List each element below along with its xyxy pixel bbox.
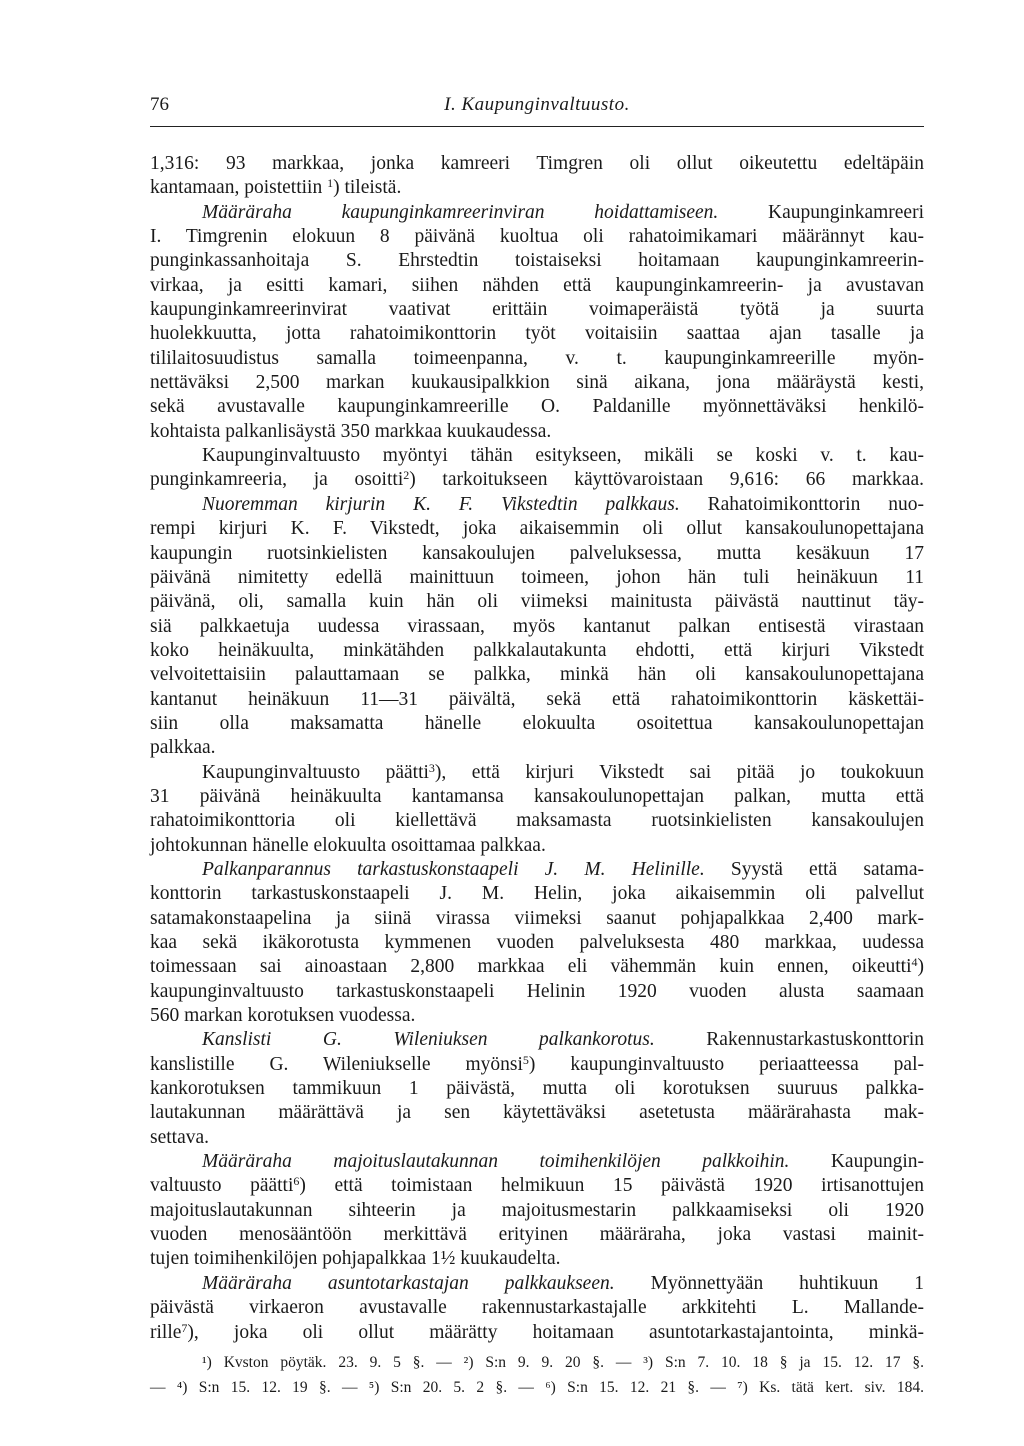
section-heading: Määräraha majoituslautakunnan toimihenkilöjen palkkoihin. (202, 1151, 790, 1173)
line-text: palkkaa. (150, 737, 216, 759)
line-text: koko heinäkuulta, minkätähden palkkalautakunta ehdotti, että kirjuri Vikstedt (150, 639, 924, 661)
text-line (150, 249, 924, 273)
line-text: ), joka oli ollut määrätty hoitamaan asuntotarkastajantointa, minkä- (187, 1321, 924, 1343)
line-text: kantanut heinäkuun 11—31 päivältä, sekä että rahatoimikonttorin käskettäi- (150, 688, 924, 710)
text-line (150, 663, 924, 687)
text-line (150, 761, 924, 785)
text-line (150, 371, 924, 395)
section-heading: Kanslisti G. Wileniuksen palkankorotus. (202, 1029, 655, 1051)
footnote-ref: 3 (428, 760, 435, 775)
text-line (150, 468, 924, 492)
text-line (150, 1247, 924, 1271)
line-text: kohtaista palkanlisäystä 350 markkaa kuukaudessa. (150, 420, 552, 442)
text-line (150, 1272, 924, 1296)
line-text: nettäväksi 2,500 markan kuukausipalkkion sinä aikana, jona määräystä kesti, (150, 372, 924, 394)
line-text: kaupunginvaltuusto tarkastuskonstaapeli Helinin 1920 vuoden alusta saamaan (150, 980, 924, 1002)
footnote-ref: 5 (522, 1052, 529, 1067)
line-text: settava. (150, 1126, 210, 1148)
text-line (150, 590, 924, 614)
text-line (150, 882, 924, 906)
line-text: ), että kirjuri Vikstedt sai pitää jo toukokuun (434, 761, 925, 783)
line-text: 1,316: 93 markkaa, jonka kamreeri Timgren oli ollut oikeutettu edeltäpäin (150, 153, 924, 174)
text-line (150, 1004, 924, 1028)
text-line (150, 152, 924, 176)
line-text: Rakennustarkastuskonttorin (654, 1029, 925, 1051)
text-line (150, 712, 924, 736)
text-line (150, 274, 924, 298)
text-line (150, 858, 924, 882)
text-line (150, 1077, 924, 1101)
line-text: Kaupungin- (789, 1151, 924, 1173)
text-line (150, 493, 924, 517)
text-line (150, 1126, 924, 1150)
footnote-line: — ⁴) S:n 15. 12. 19 §. — ⁵) S:n 20. 5. 2 §. — ⁶) S:n 15. 12. 21 §. — ⁷) Ks. tätä kert. siv. 184. (150, 1379, 924, 1396)
text-line (150, 639, 924, 663)
text-line (150, 980, 924, 1004)
line-text: huolekkuutta, jotta rahatoimikonttorin työt voitaisiin saattaa ajan tasalle ja (150, 323, 924, 345)
line-text: lautakunnan määrättävä ja sen käytettäväksi asetetusta määrärahasta mak- (150, 1102, 924, 1124)
text-line (150, 615, 924, 639)
page-number: 76 (150, 94, 169, 115)
text-line (150, 201, 924, 225)
footnote-ref: 6 (293, 1174, 300, 1189)
line-text: tililaitosuudistus samalla toimeenpanna, v. t. kaupunginkamreerille myön- (150, 347, 924, 369)
line-text: vuoden menosääntöön merkittävä erityinen määräraha, joka vastasi mainit- (150, 1224, 924, 1246)
page-header (150, 86, 924, 127)
text-line (150, 1321, 924, 1345)
body-text (150, 152, 924, 1345)
text-line (150, 542, 924, 566)
line-text: ) että toimistaan helmikuun 15 päivästä 1920 irtisanottujen (299, 1175, 924, 1197)
footnotes (150, 1350, 924, 1400)
text-line (150, 420, 924, 444)
line-text: kaupunginkamreerinvirat vaativat erittäin voimaperäistä työtä ja suurta (150, 299, 924, 321)
line-text: Myönnettyään huhtikuun 1 (614, 1272, 924, 1294)
line-text: valtuusto päätti (150, 1175, 294, 1197)
line-text: kanslistille G. Wileniukselle myönsi (150, 1053, 523, 1075)
text-line (150, 931, 924, 955)
text-line (150, 517, 924, 541)
text-line (150, 176, 924, 200)
text-line (150, 834, 924, 858)
line-text: tujen toimihenkilöjen pohjapalkkaa 1½ kuukaudelta. (150, 1248, 561, 1270)
line-text: konttorin tarkastuskonstaapeli J. M. Helin, joka aikaisemmin oli palvellut (150, 883, 924, 905)
line-text: kaa sekä ikäkorotusta kymmenen vuoden palveluksesta 480 markkaa, uudessa (150, 932, 924, 953)
line-text: Syystä että satama- (704, 858, 924, 880)
footnote-ref: 1 (327, 176, 334, 191)
text-line (150, 225, 924, 249)
text-line (150, 907, 924, 931)
text-line (150, 566, 924, 590)
text-line (150, 395, 924, 419)
text-line (150, 1150, 924, 1174)
line-text: siä palkkaetuja uudessa virassaan, myös kantanut palkan entisestä virastaan (150, 615, 924, 637)
text-line (150, 322, 924, 346)
line-text: rempi kirjuri K. F. Vikstedt, joka aikaisemmin oli ollut kansakoulunopettajana (150, 518, 924, 540)
line-text: Kaupunginkamreeri (718, 201, 924, 223)
footnote-ref: 4 (911, 955, 918, 970)
text-line (150, 1296, 924, 1320)
section-heading: Nuoremman kirjurin K. F. Vikstedtin palkkaus. (202, 493, 680, 515)
line-text: punginkamreeria, ja osoitti (150, 469, 404, 491)
line-text: 560 markan korotuksen vuodessa. (150, 1005, 416, 1027)
line-text: ) tarkoitukseen käyttövaroistaan 9,616: 66 markkaa. (409, 469, 924, 491)
text-line (150, 347, 924, 371)
running-title: I. Kaupunginvaltuusto. (444, 94, 630, 115)
line-text: toimessaan sai ainoastaan 2,800 markkaa eli vähemmän kuin ennen, oikeutti (150, 956, 912, 978)
line-text: Kaupunginvaltuusto myöntyi tähän esitykseen, mikäli se koski v. t. kau- (202, 445, 924, 467)
section-heading: Määräraha kaupunginkamreerinviran hoidattamiseen. (202, 201, 719, 223)
footnote-ref: 7 (181, 1320, 188, 1335)
line-text: kantamaan, poistettiin (150, 177, 328, 199)
line-text: päivänä, oli, samalla kuin hän oli viimeksi mainitusta päivästä nauttinut täy- (150, 591, 924, 613)
text-line (150, 1028, 924, 1052)
line-text: rille (150, 1321, 182, 1343)
line-text: siin olla maksamatta hänelle elokuulta osoitettua kansakoulunopettajan (150, 712, 924, 734)
text-line (150, 1101, 924, 1125)
section-heading: Palkanparannus tarkastuskonstaapeli J. M. Helinille. (202, 858, 705, 880)
line-text: virkaa, ja esitti kamari, siihen nähden että kaupunginkamreerin- ja avustavan (150, 274, 924, 296)
footnote-line: ¹) Kvston pöytäk. 23. 9. 5 §. — ²) S:n 9. 9. 20 §. — ³) S:n 7. 10. 18 § ja 15. 12. 17 §. (202, 1354, 924, 1371)
line-text: päivänä nimitetty edellä mainittuun toimeen, johon hän tuli heinäkuun 11 (150, 566, 924, 588)
section-heading: Määräraha asuntotarkastajan palkkaukseen. (202, 1272, 615, 1294)
text-line (150, 1053, 924, 1077)
line-text: ) (917, 956, 924, 978)
line-text: 31 päivänä heinäkuulta kantamansa kansakoulunopettajan palkan, mutta että (150, 785, 924, 807)
text-line (150, 1199, 924, 1223)
line-text: Rahatoimikonttorin nuo- (679, 493, 924, 515)
text-line (150, 955, 924, 979)
line-text: punginkassanhoitaja S. Ehrstedtin toistaiseksi hoitamaan kaupunginkamreerin- (150, 250, 924, 272)
line-text: johtokunnan hänelle elokuulta osoittamaa palkkaa. (150, 834, 546, 856)
text-line (150, 688, 924, 712)
text-line (150, 809, 924, 833)
text-line (150, 444, 924, 468)
line-text: ) kaupunginvaltuusto periaatteessa pal- (528, 1053, 924, 1075)
text-line (150, 736, 924, 760)
line-text: I. Timgrenin elokuun 8 päivänä kuoltua oli rahatoimikamari määrännyt kau- (150, 226, 924, 248)
line-text: kankorotuksen tammikuun 1 päivästä, mutta oli korotuksen suuruus palkka- (150, 1078, 924, 1100)
line-text: sekä avustavalle kaupunginkamreerille O. Paldanille myönnettäväksi henkilö- (150, 396, 924, 418)
text-line (150, 1223, 924, 1247)
text-line (150, 785, 924, 809)
line-text: ) tileistä. (333, 177, 402, 199)
line-text: Kaupunginvaltuusto päätti (202, 761, 429, 783)
line-text: päivästä virkaeron avustavalle rakennustarkastajalle arkkitehti L. Mallande- (150, 1297, 924, 1319)
line-text: kaupungin ruotsinkielisten kansakoulujen palveluksessa, mutta kesäkuun 17 (150, 542, 924, 564)
text-line (150, 298, 924, 322)
line-text: rahatoimikonttoria oli kiellettävä maksamasta ruotsinkielisten kansakoulujen (150, 810, 924, 832)
line-text: majoituslautakunnan sihteerin ja majoitusmestarin palkkaamiseksi oli 1920 (150, 1199, 924, 1221)
line-text: satamakonstaapelina ja siinä virassa viimeksi saanut pohjapalkkaa 2,400 mark- (150, 907, 924, 929)
footnote-ref: 2 (403, 468, 410, 483)
line-text: velvoitettaisiin palauttamaan se palkka, minkä hän oli kansakoulunopettajana (150, 664, 924, 686)
text-line (150, 1174, 924, 1198)
